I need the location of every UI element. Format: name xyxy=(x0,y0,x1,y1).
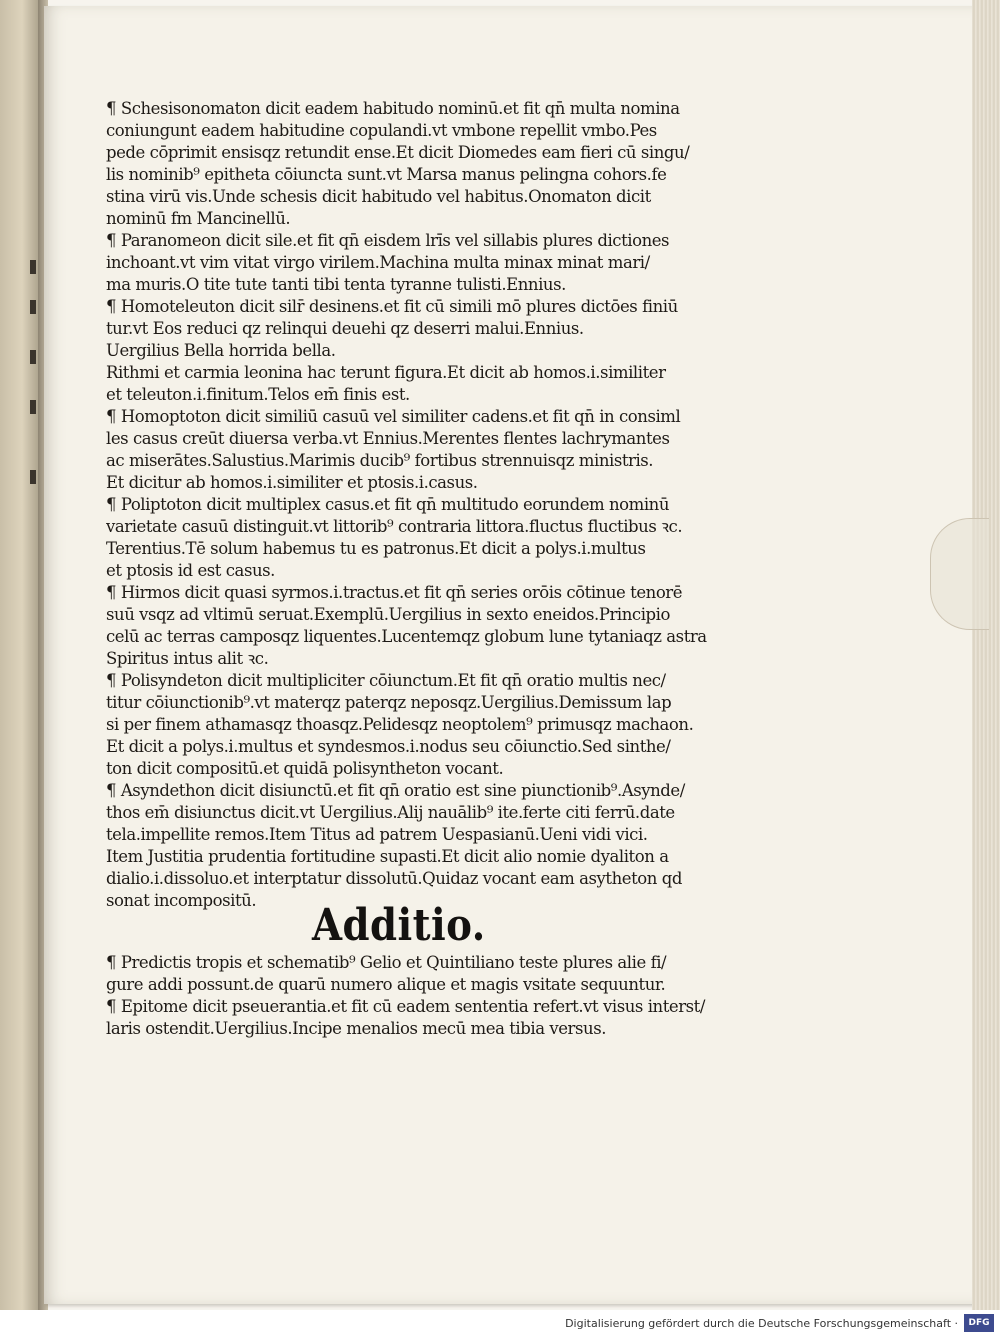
text-line: coniungunt eadem habitudine copulandi.vt vmbone repellit vmbo.Pes xyxy=(106,121,657,140)
text-line: ton dicit compositū.et quidā polisyntheton vocant. xyxy=(106,759,504,778)
text-line: ¶ Asyndethon dicit disiunctū.et fit qn̄ oratio est sine piunctionib⁹.Asynde/ xyxy=(106,781,685,800)
text-line: et ptosis id est casus. xyxy=(106,561,275,580)
text-line: suū vsqz ad vltimū seruat.Exemplū.Uergilius in sexto eneidos.Principio xyxy=(106,605,670,624)
text-line: lis nominib⁹ epitheta cōiuncta sunt.vt Marsa manus pelingna cohors.fe xyxy=(106,165,667,184)
text-line: Uergilius Bella horrida bella. xyxy=(106,341,336,360)
text-line: pede cōprimit ensisqz retundit ense.Et dicit Diomedes eam fieri cū singu/ xyxy=(106,143,690,162)
page-tab-mark xyxy=(930,518,989,630)
text-line: Terentius.Tē solum habemus tu es patronus.Et dicit a polys.i.multus xyxy=(106,539,646,558)
dfg-logo: DFG xyxy=(964,1314,994,1332)
page-edges xyxy=(972,0,1000,1310)
text-line: dialio.i.dissoluo.et interptatur dissolutū.Quidaz vocant eam asytheton qd xyxy=(106,869,682,888)
text-line: gure addi possunt.de quarū numero alique et magis vsitate sequuntur. xyxy=(106,975,666,994)
text-line: Spiritus intus alit ꝛc. xyxy=(106,649,269,668)
text-line: ma muris.O tite tute tanti tibi tenta tyranne tulisti.Ennius. xyxy=(106,275,566,294)
left-page-ink-marks xyxy=(0,0,40,1310)
addition-text xyxy=(106,952,716,1040)
text-line: les casus creūt diuersa verba.vt Ennius.Merentes flentes lachrymantes xyxy=(106,429,670,448)
text-line: thos em̄ disiunctus dicit.vt Uergilius.Alij nauālib⁹ ite.ferte citi ferrū.date xyxy=(106,803,675,822)
text-line: ¶ Schesisonomaton dicit eadem habitudo nominū.et fit qn̄ multa nomina xyxy=(106,99,680,118)
text-line: laris ostendit.Uergilius.Incipe menalios mecū mea tibia versus. xyxy=(106,1019,607,1038)
left-page-edge xyxy=(0,0,40,1310)
text-line: celū ac terras camposqz liquentes.Lucentemqz globum lune tytaniaqz astra xyxy=(106,627,707,646)
funding-credit: Digitalisierung gefördert durch die Deutsche Forschungsgemeinschaft · xyxy=(565,1317,958,1330)
text-line: et teleuton.i.finitum.Telos em̄ finis est. xyxy=(106,385,410,404)
text-line: Item Justitia prudentia fortitudine supasti.Et dicit alio nomie dyaliton a xyxy=(106,847,669,866)
text-line: ¶ Polisyndeton dicit multipliciter cōiunctum.Et fit qn̄ oratio multis nec/ xyxy=(106,671,666,690)
text-line: ac miserātes.Salustius.Marimis ducib⁹ fortibus strennuisqz ministris. xyxy=(106,451,654,470)
text-line: tela.impellite remos.Item Titus ad patrem Uespasianū.Ueni vidi vici. xyxy=(106,825,648,844)
text-line: Rithmi et carmia leonina hac terunt figura.Et dicit ab homos.i.similiter xyxy=(106,363,666,382)
text-line: nominū fm Mancinellū. xyxy=(106,209,291,228)
text-line: ¶ Homoteleuton dicit silr̄ desinens.et fit cū simili mō plures dictōes finiū xyxy=(106,297,678,316)
main-text xyxy=(106,98,716,912)
text-line: Et dicit a polys.i.multus et syndesmos.i.nodus seu cōiunctio.Sed sinthe/ xyxy=(106,737,671,756)
text-line: titur cōiunctionib⁹.vt materqz paterqz neposqz.Uergilius.Demissum lap xyxy=(106,693,672,712)
text-line: ¶ Hirmos dicit quasi syrmos.i.tractus.et fit qn̄ series orōis cōtinue tenorē xyxy=(106,583,683,602)
text-line: inchoant.vt vim vitat virgo virilem.Machina multa minax minat mari/ xyxy=(106,253,650,272)
text-line: tur.vt Eos reduci qz relinqui deuehi qz deserri malui.Ennius. xyxy=(106,319,584,338)
text-line: Et dicitur ab homos.i.similiter et ptosis.i.casus. xyxy=(106,473,478,492)
section-heading: Additio. xyxy=(312,900,486,951)
text-line: ¶ Poliptoton dicit multiplex casus.et fit qn̄ multitudo eorundem nominū xyxy=(106,495,670,514)
text-line: stina virū vis.Unde schesis dicit habitudo vel habitus.Onomaton dicit xyxy=(106,187,651,206)
text-line: si per finem athamasqz thoasqz.Pelidesqz neoptolem⁹ primusqz machaon. xyxy=(106,715,694,734)
text-line: ¶ Homoptoton dicit similiū casuū vel similiter cadens.et fit qn̄ in consiml xyxy=(106,407,681,426)
footer-bar xyxy=(0,1310,1000,1338)
text-line: ¶ Predictis tropis et schematib⁹ Gelio et Quintiliano teste plures alie fi/ xyxy=(106,953,667,972)
text-line: sonat incompositū. xyxy=(106,891,257,910)
text-line: ¶ Epitome dicit pseuerantia.et fit cū eadem sententia refert.vt visus interst/ xyxy=(106,997,705,1016)
text-line: varietate casuū distinguit.vt littorib⁹ contraria littora.fluctus fluctibus ꝛc. xyxy=(106,517,683,536)
text-line: ¶ Paranomeon dicit sile.et fit qn̄ eisdem lrīs vel sillabis plures dictiones xyxy=(106,231,670,250)
